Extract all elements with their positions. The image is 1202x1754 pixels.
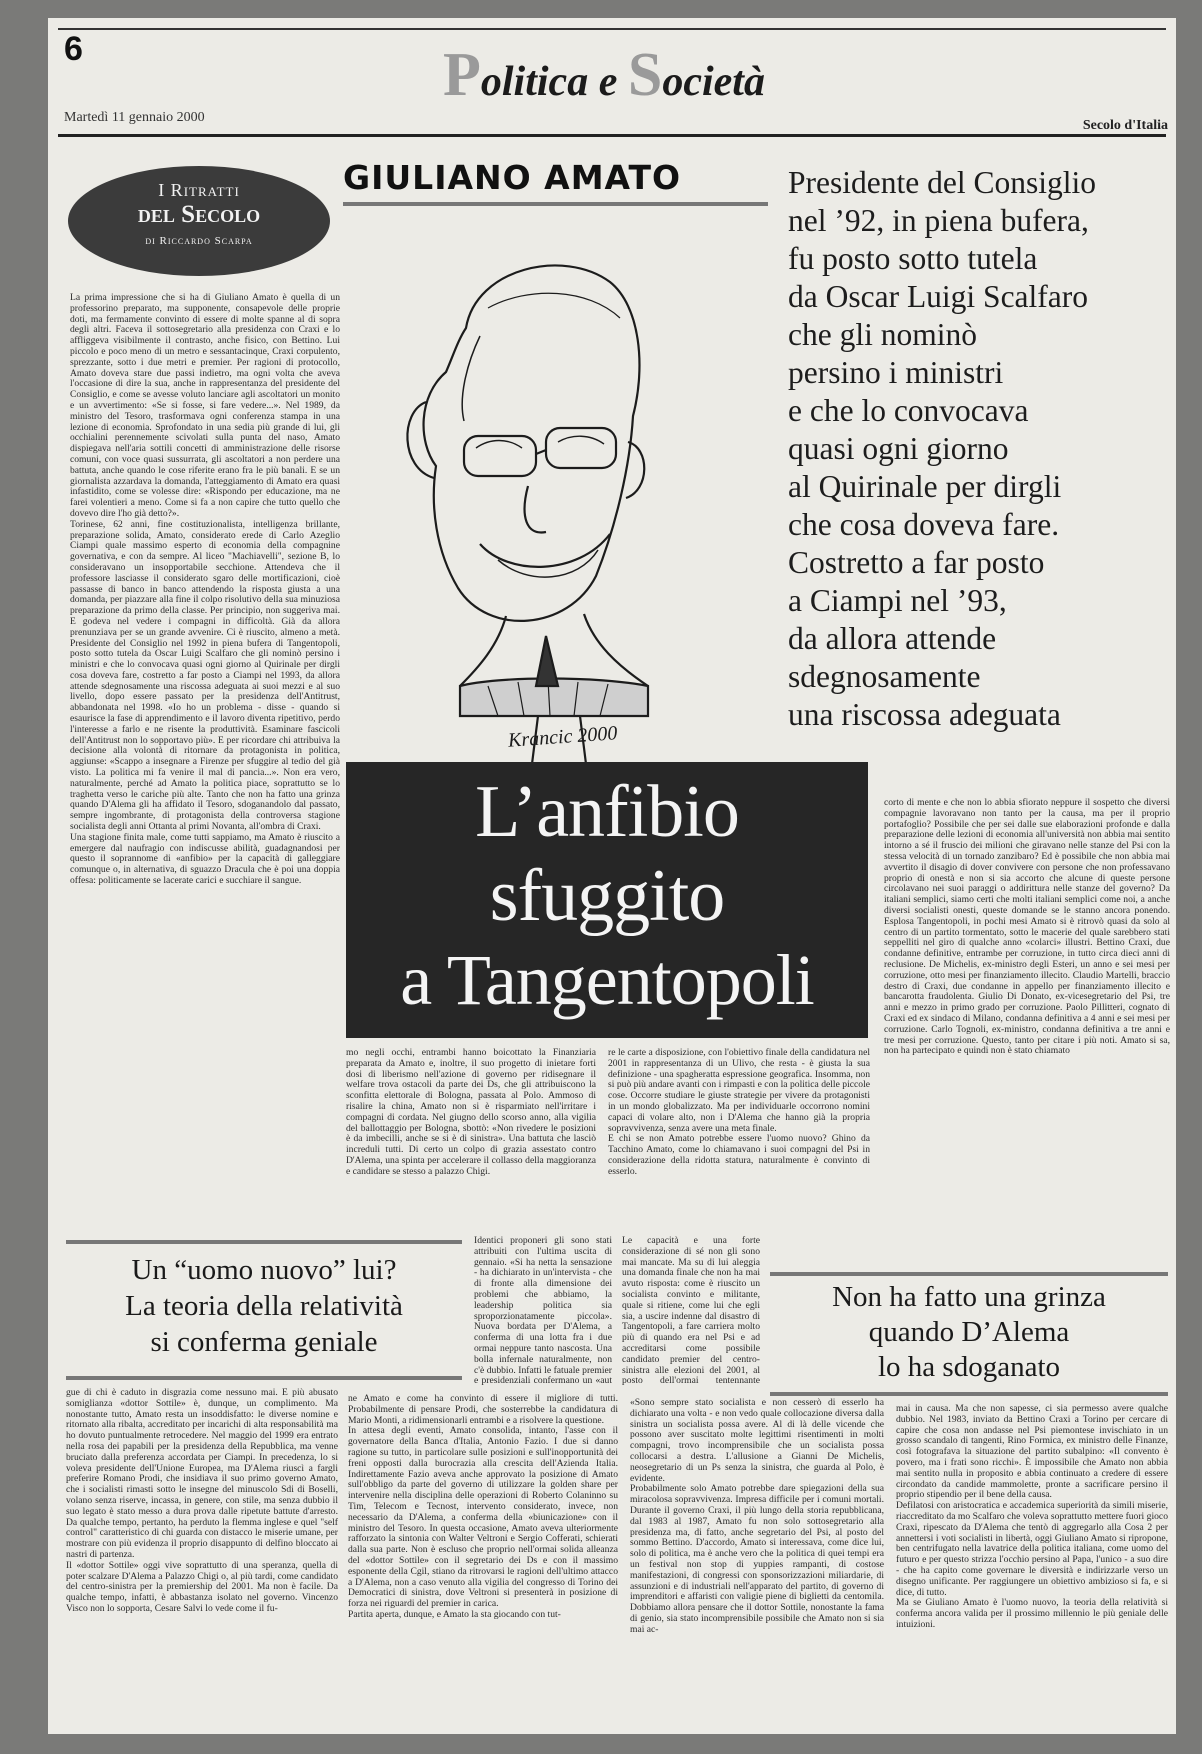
- subhead-right-rule-top: [770, 1272, 1168, 1276]
- article-bottom-column-4: mai in causa. Ma che non sapesse, ci sia permesso avere qualche dubbio. Nel 1983, inviato da Bettino Craxi a Torino per cercare di capire che cosa non andasse nel Psi piemontese invischiato in un grosso scandalo di tangenti, Rino Formica, ex ministro delle Finanze, così fotografava la situazione del partito subalpino: «Il convento è povero, ma i frati sono ricchi». È impossibile che Amato non abbia mai sentito nulla in proposito e abbia continuato a credere di essere circondato da candide mammolette, pronte a sacrificare persino il proprio stipendio per il bene della causa. Defilatosi con aristocratica e accademica superiorità da simili miserie, riaccreditato da mo Scalfaro che voleva soprattutto mettere fuori gioco Craxi, ripescato da D'Alema che tentò di aggregarlo alla Cosa 2 per annettersi i voti socialisti in libertà, oggi Giuliano Amato si ripropone, ben centrifugato nella lavatrice della politica italiana, come uomo del futuro e per questo strizza l'occhio persino al Papa, l'unico - a suo dire - che ha capito come governare le diversità e indirizzarle verso un disegno unificante. Per raggiungere un obiettivo ambizioso si fa, e si dice, di tutto. Ma se Giuliano Amato è l'uomo nuovo, la teoria della relatività si conferma ancora valida per il prossimo millennio le più geniale delle intuizioni.: [896, 1404, 1168, 1630]
- portrait-headline: GIULIANO AMATO: [343, 158, 682, 197]
- issue-date: Martedì 11 gennaio 2000: [64, 110, 205, 125]
- subhead-left: Un “uomo nuovo” lui? La teoria della relatività si conferma geniale: [125, 1254, 403, 1358]
- article-column-3-small: Le capacità e una forte considerazione di sé non gli sono mai mancate. Ma su di lui aleggia una domanda finale che non ha mai avuto risposta: come è riuscito un socialista convinto e militante, quale si ritiene, come lui che egli sia, a uscire indenne dal disastro di Tangentopoli, a fare carriera molto più di quando era nel Psi e ad accreditarsi come possibile candidato premier del centro-sinistra alle elezioni del 2001, al posto dell'ormai tentennante: [622, 1236, 760, 1386]
- caricature-signature: Krancic 2000: [507, 722, 619, 752]
- badge-line-2: del Secolo: [137, 201, 261, 228]
- subhead-left-rule-top: [66, 1240, 462, 1244]
- badge-byline: di Riccardo Scarpa: [145, 235, 253, 247]
- caricature-icon: [407, 265, 648, 764]
- subhead-left-rule-bottom: [66, 1376, 462, 1380]
- section-title-part2: ocietà: [662, 59, 765, 105]
- section-initial-s: S: [627, 41, 663, 109]
- article-bottom-column-3: «Sono sempre stato socialista e non cesserò di esserlo ha dichiarato una volta - e non vedo quale collocazione diversa dalla sinistra un socialista possa avere. Al di là delle vicende che possono aver suscitato molte legittimi risentimenti in molti compagni, trovo incomprensibile che un socialista possa collocarsi a destra. L'allusione a Gianni De Michelis, neosegretario di un Ps senza la sinistra, che guarda al Polo, è evidente. Probabilmente solo Amato potrebbe dare spiegazioni della sua miracolosa sopravvivenza. Impresa difficile per i comuni mortali. Durante il governo Craxi, il più lungo della storia repubblicana, dal 1983 al 1987, Amato fu non solo sottosegretario alla presidenza ma, di fatto, anche segretario del Psi, al posto del sommo Bettino. D'accordo, Amato si interessava, come dice lui, solo di politica, ma è anche vero che la politica di quei tempi era un festival non stop di yuppies rampanti, di costose manifestazioni, di congressi con sponsorizzazioni miliardarie, di assunzioni e di industriali nell'apparato del partito, di governo di imprenditori e affaristi con valigie piene di biglietti da centomila. Dobbiamo allora pensare che il dottor Sottile, nonostante la fama di genio, sia stato incomprensibile possibile che Amato non si sia mai ac-: [630, 1398, 884, 1635]
- subhead-right: Non ha fatto una grinza quando D’Alema lo ha sdoganato: [832, 1281, 1106, 1383]
- headline-rule: [343, 202, 768, 206]
- top-rule: [58, 28, 1166, 30]
- newspaper-page: [48, 18, 1176, 1734]
- masthead-rule: [58, 134, 1166, 137]
- article-bottom-column-2: ne Amato e come ha convinto di essere il migliore di tutti. Probabilmente di pensare Prodi, che sosterrebbe la candidatura di Mario Monti, a ridimensionarli entrambi e a risolvere la questione. In attesa degli eventi, Amato consolida, intanto, l'asse con il governatore della Banca d'Italia, Antonio Fazio. I due si danno ragione su tutto, in particolare sulle posizioni e sull'inopportunità dei freni opposti dalla burocrazia alla crescita dell'Azienda Italia. Indirettamente Fazio aveva anche approvato la posizione di Amato sull'obbligo da parte del governo di utilizzare la golden share per intervenire nella disciplina delle operazioni di Roberto Colaninno su Tim, Telecom e Tecnost, intervento considerato, invece, non necessario da D'Alema, a conferma della «biunicazione» con il ministro del Tesoro. In questa occasione, Amato aveva ulteriormente rafforzato la sintonia con Walter Veltroni e Sergio Cofferati, schierati dalla sua parte. Non è escluso che proprio nell'ormai solida alleanza del «dottor Sottile» con il segretario dei Ds e con il massimo esponente della Cgil, stiano da ritrovarsi le ragioni dell'ultimo attacco a D'Alema, non a caso venuto alla vigilia del congresso di Torino dei Democratici di sinistra, dove Veltroni si presenterà in posizione di forza nei riguardi del premier in carica. Partita aperta, dunque, e Amato la sta giocando con tut-: [348, 1394, 618, 1620]
- deck-text: Presidente del Consiglio nel ’92, in piena bufera, fu posto sotto tutela da Oscar Luigi Scalfaro che gli nominò persino i ministri e che lo convocava quasi ogni giorno al Quirinale per dirgli che cosa doveva fare. Costretto a far posto a Ciampi nel ’93, da allora attende sdegnosamente una riscossa adeguata: [788, 165, 1096, 732]
- main-headline-line-3: a Tangentopoli: [400, 940, 814, 1020]
- column-badge: [68, 166, 330, 276]
- article-column-1: La prima impressione che si ha di Giuliano Amato è quella di un professorino preparato, ma supponente, consapevole delle proprie doti, ma fermamente convinto di essere di molte spanne al di sopra degli altri. Faceva il sottosegretario alla presidenza con Craxi e lo affliggeva visibilmente il contrasto, anche fisico, con Bettino. Lui piccolo e poco meno di un metro e sessantacinque, Craxi corpulento, sprezzante, sotto i due metri e premier. Per ragioni di protocollo, Amato doveva stare due passi indietro, ma ogni volta che aveva l'occasione di dire la sua, anche in rappresentanza del presidente del Consiglio, e come se avesse voluto lanciare agli ascoltatori un monito e un avvertimento: «Se si fosse, si fare vedere...». Nel 1989, da ministro del Tesoro, trasformava ogni conferenza stampa in una lezione di economia. Sprofondato in una sedia più grande di lui, gli occhialini perennemente scivolati sulla punta del naso, Amato dispiegava nell'aria sottili concetti di amministrazione delle risorse comuni, con voce quasi sussurrata, gli ascoltatori a non perdere una battuta, anche quando le cose riferite erano fra le più banali. E se un giornalista azzardava la domanda, l'atteggiamento di Amato era quasi infastidito, come se volesse dire: «Rispondo per educazione, ma ne farei volentieri a meno. Come si fa a non capire che tutto quello che dovevo dire l'ho già detto?». Torinese, 62 anni, fine costituzionalista, intelligenza brillante, preparazione solida, Amato, considerato erede di Carlo Azeglio Ciampi quale massimo esperto di economia della compagnine governativa, e con da sempre. Al liceo "Machiavelli", sezione B, lo consideravano un insopportabile secchione. Attendeva che il professore lasciasse il considerato sgaro delle mortificazioni, cioè passasse di banco in banco attendendo la risposta giusta a una domanda, per piazzare alla fine il colpo risolutivo della sua minuziosa preparazione da primo della classe. Per principio, non suggeriva mai. E godeva nel vedere i compagni in difficoltà. Già da allora prenunziava per se un grande avvenire. Ci è riuscito, almeno a metà. Presidente del Consiglio nel 1992 in piena bufera di Tangentopoli, posto sotto tutela da Oscar Luigi Scalfaro che gli nominò persino i ministri e che lo convocava quasi ogni giorno al Quirinale per dirgli cosa doveva fare, costretto a far posto a Ciampi nel 1993, da allora attende sdegnosamente una riscossa adeguata ai suoi mezzi e al suo livello, dopo essere passato per la presidenza dell'Antitrust, abbandonata nel 1998. «Io ho un problema - disse - quando si esaurisce la fase di apprendimento e il lavoro diventa ripetitivo, perdo l'interesse a farlo e ne risente la produttività. Esaminare fascicoli dell'Antitrust non lo sopportavo più». E per ricordare chi attribuiva la decisione alla volontà di ritornare da protagonista in politica, aggiunse: «Scappo a insegnare a Firenze per sfuggire al tedio del già visto. La politica mi fa venire il mal di pancia...». Non era vero, naturalmente, perché ad Amato la politica piace, soprattutto se lo traghetta verso le cariche più alte. Tanto che non ha fatto una grinza quando D'Alema gli ha affidato il Tesoro, sdoganandolo dal passato, sempre ingombrante, di protagonista della controversa stagione socialista degli anni Ottanta al primi Novanta, all'ombra di Craxi. Una stagione finita male, come tutti sappiamo, ma Amato è riuscito a emergere dal naufragio con indiscusse abilità, guadagnandosi per questo il soprannome di «anfibio» per la capacità di galleggiare comunque o, in alternativa, di sguazzo Dracula che è poi una doppia offesa: politicamente se lacerate carici e succhiare il sangue.: [70, 293, 340, 887]
- article-column-4: corto di mente e che non lo abbia sfiorato neppure il sospetto che diversi compagnie lavoravano non tanto per la causa, ma per il proprio portafoglio? Possibile che per sei dalle sue elaborazioni profonde e dalla preparazione delle lezioni di economia all'università non abbia mai sentito intorno a sé il fruscio dei milioni che giravano nelle stanze del Psi con la stessa velocità di un tornado zanzibaro? Ed è possibile che non abbia mai avvertito il disagio di dover convivere con persone che non professavano proprio di onestà e non si sia accorto che alcune di queste persone circolavano nei suoi paraggi o addirittura nelle stanze del governo? Da italiani semplici, siamo certi che molti italiani semplici come noi, a anche diversi socialisti onesti, queste domande se le stanno ancora ponendo. Esplosa Tangentopoli, in pochi mesi Amato si è ritrovò quasi da solo al centro di un partito tormentato, sotto le macerie del quale sarebbero stati seppelliti nel giro di qualche anno «colarci» illustri. Bettino Craxi, due condanne definitive, entrambe per corruzione, in tutto circa dieci anni di reclusione. De Michelis, ex-ministro degli Esteri, un anno e sei mesi per corruzione, otto mesi per finanziamento illecito. Claudio Martelli, braccio destro di Craxi, due condanne in appello per finanziamento illecito e bancarotta fraudolenta. Giulio Di Donato, ex-vicesegretario del Psi, tre anni e mezzo in primo grado per corruzione. Paolo Pillitteri, cognato di Craxi ed ex sindaco di Milano, condanna definitiva a 4 anni e sei mesi per corruzione. Carlo Tognoli, ex-ministro, condanna definitiva a tre anni e tre mesi per corruzione. Questo, tanto per citare i più noti. Amato si sa, non ha partecipato e quindi non è stato chiamato: [884, 798, 1170, 1057]
- section-title-part1: olitica e: [480, 59, 628, 105]
- article-column-2: mo negli occhi, entrambi hanno boicottato la Finanziaria preparata da Amato e, inoltre, il suo progetto di inietare forti dosi di liberismo nell'azione di governo per ridisegnare il welfare trova ostacoli da parte dei Ds, che gli attribuiscono la sconfitta elettorale di Bologna, passata al Polo. Ammoso di risalire la china, Amato non si è risparmiato nell'irritare i compagni di cordata. Nel giugno dello scorso anno, alla vigilia del ballottaggio per Bologna, sbottò: «Non rivedere le posizioni è da imbecilli, anche se si è di sinistra». Una battuta che lasciò increduli tutti. Di certo un colpo di grazia assestato contro D'Alema, una spinta per accelerare il collasso della maggioranza e candidare se stesso a palazzo Chigi.: [346, 1048, 596, 1177]
- section-initial-p: P: [443, 41, 481, 109]
- paper-name: Secolo d'Italia: [1082, 118, 1168, 133]
- page-number: 6: [64, 30, 83, 68]
- main-headline-line-1: L’anfibio: [475, 771, 739, 853]
- caricature-illustration: [348, 216, 768, 776]
- section-title: [443, 40, 765, 120]
- main-headline-line-2: sfuggito: [489, 855, 725, 937]
- article-column-3: re le carte a disposizione, con l'obiettivo finale della candidatura nel 2001 in rappresentanza di un Ulivo, che resta - è giusta la sua definizione - una spagheratta espressione geografica. Insomma, non si può più andare avanti con i rimpasti e con la politica delle piccole cose. Occorre studiare le giuste strategie per vivere da protagonisti in un mondo globalizzato. Ma per individuarle occorrono nomini capaci di volare alto, non i D'Alema che hanno già la propria sopravvivenza, senza avere una meta finale. E chi se non Amato potrebbe essere l'uomo nuovo? Ghino da Tacchino Amato, come lo chiamavano i suoi compagni del Psi in considerazione della ridotta statura, naturalmente è convinto di esserlo.: [608, 1048, 870, 1177]
- badge-line-1: I Ritratti: [158, 180, 240, 200]
- article-bottom-column-1: gue di chi è caduto in disgrazia come nessuno mai. E più abusato somiglianza «dottor Sottile» è, dunque, un complimento. Ma nonostante tutto, Amato resta un insoddisfatto: le diverse nomine e ritornato alla ribalta, accreditato per incarichi di alta responsabilità ma ho dovuto puntualmente retrocedere. Nel maggio del 1999 era entrato nella rosa dei papabili per la presidenza della Repubblica, ma venne bruciato dalla preferenza accordata per Ciampi. In precedenza, lo si voleva presidente dell'Unione Europea, ma D'Alema riuscì a fargli preferire Romano Prodi, che insidiava il suo primo governo Amato, che i socialisti rimasti sotto le insegne del minuscolo Sdi di Boselli, volano senza riserve, incassa, in genere, con stile, ma senza dubbio il suo legato è stato messo a dura prova dalle ripetute battute d'arresto. Da qualche tempo, pertanto, ha perduto la flemma inglese e quel "self control" caratteristico di chi guarda con distacco le miserie umane, per mostrare con più evidenza il proprio disappunto di delfino bloccato ai nastri di partenza. Il «dottor Sottile» oggi vive soprattutto di una speranza, quella di poter scalzare D'Alema a Palazzo Chigi o, al più tardi, come candidato del centro-sinistra per la premiership del 2001. Ma non è facile. Da qualche tempo, infatti, è abbastanza isolato nel governo. Vincenzo Visco non lo sopporta, Cesare Salvi lo vede come il fu-: [66, 1388, 338, 1614]
- article-column-2-small: Identici proponeri gli sono stati attribuiti con l'ultima uscita di gennaio. «Si ha netta la sensazione - ha dichiarato in un'intervista - che di fronte alla dimensione dei problemi che abbiamo, la leadership politica sia sproporzionatamente piccola». Nuova bordata per D'Alema, a conferma di una lotta fra i due ormai neppure tanto nascosta. Una bolla infernale naturalmente, non c'è dubbio. Infatti le fatuale premier e presidenziali confermano un «aut: [474, 1236, 612, 1386]
- subhead-right-rule-bottom: [770, 1392, 1168, 1396]
- main-headline-banner: [346, 762, 868, 1038]
